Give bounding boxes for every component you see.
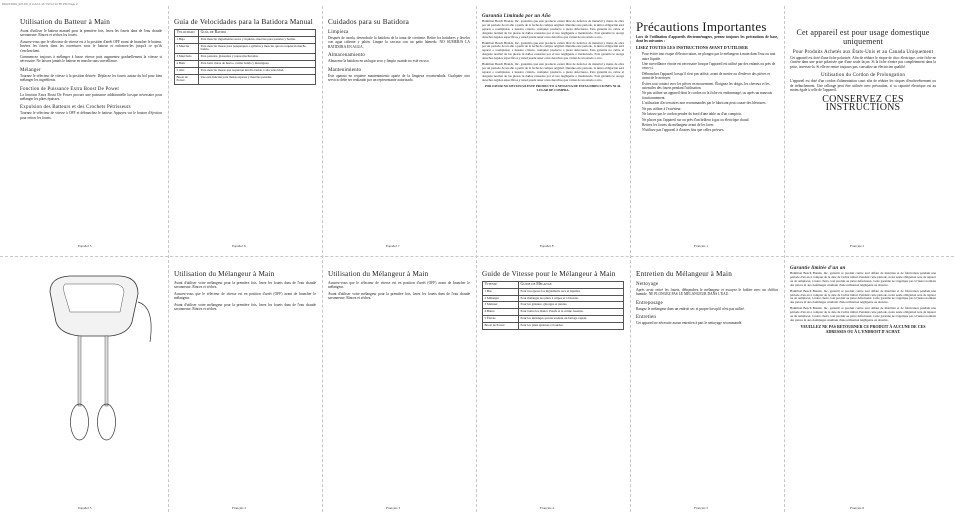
paragraph: Hamilton Beach Brands, Inc. garantit ce produit contre tout défaut de matériau et de fabrication pendant une période d'un an à compter de la date de l'achat initial. Pendant cette période, notre seule obligation sera de réparer ou de remplacer, à notre choix, tout produit ou pièce défectueux. Cette garantie ne s'applique pas à l'usure normale des pièces ni aux dommages résultant d'une utilisation négligente ou abusive. <box>790 271 936 287</box>
page-number: Français 4 <box>540 506 555 510</box>
paragraph: Assurez-vous que le sélecteur de vitesse est en position d'arrêt (OFF) avant de brancher le mélangeur. <box>328 281 470 290</box>
speed-cell: 1 Bas <box>483 288 519 295</box>
power-cord <box>138 302 151 342</box>
table-header: Guide de Mélange <box>519 282 624 289</box>
fold-line <box>476 6 477 512</box>
panel-p8 <box>482 262 624 512</box>
panel-title: Guía de Velocidades para la Batidora Manual <box>174 18 313 26</box>
speed-cell: Boost de Power <box>175 74 199 85</box>
page-number: Español 5 <box>78 244 92 248</box>
page-number: Français 2 <box>850 244 865 248</box>
list-item: • Ne placez pas l'appareil sur ou près d'un brûleur à gaz ou électrique chaud. <box>642 118 778 122</box>
speed-cell: 2 Mélanger <box>483 295 519 302</box>
speed-cell: 4 Battre <box>483 309 519 316</box>
subheading: Mantenimiento <box>328 67 362 73</box>
desc-cell: Pour mélanger les pâtes à crêpes et à biscuits. <box>519 295 624 302</box>
table-row <box>483 315 624 322</box>
page-number: Français 6 <box>850 506 865 510</box>
subheading: Fonction de Puissance Extra Boost De Power <box>20 86 120 92</box>
table-row <box>483 295 624 302</box>
desc-cell: Para pasteles, glaseados y papas machacadas. <box>199 54 316 61</box>
panel-p10 <box>790 262 936 512</box>
paragraph: Cet appareil ne nécessite aucun entretien à part le nettoyage recommandé. <box>636 321 743 326</box>
paragraph: Assurez-vous que le sélecteur de vitesse est à la position d'arrêt OFF avant de brancher le batteur. Insérez les fouets dans les ouvertures sous le batteur et enfoncez-les jusqu'à ce qu'ils s'enclenchent. <box>20 39 162 53</box>
fold-line-horizontal <box>0 256 954 257</box>
paragraph: Avant d'utiliser le batteur manuel pour la première fois, lavez les fouets dans de l'eau chaude savonneuse. Rincez et séchez les fouets. <box>20 29 162 38</box>
subheading: Mélanger <box>20 67 41 73</box>
list-item: • N'utilisez pas l'appareil à d'autres fins que celles prévues. <box>642 128 778 132</box>
list-item: • Retirez les fouets du mélangeur avant de les laver. <box>642 123 778 127</box>
paragraph: Hamilton Beach Brands, Inc. garantiza que este producto estará libre de defectos de material y mano de obra por un período de un año a partir de la fecha de compra original. Durante este período, la única obligación será reparar o reemplazar, a nuestro criterio, cualquier producto o pieza defectuosa. Esta garantía no cubre el desgaste normal de las piezas ni daños causados por el uso negligente o inadecuado. Esta garantía le otorga derechos legales específicos y usted puede tener otros derechos que varían de un estado a otro. <box>482 62 624 82</box>
table-header: Velocidad <box>175 30 199 37</box>
speed-cell: 5 Alto <box>175 67 199 74</box>
page-number: Español 5 <box>78 506 92 510</box>
beater-shaft <box>78 336 81 406</box>
panel-title: Utilisation du Batteur à Main <box>20 18 111 26</box>
return-note: VEUILLEZ NE PAS RETOURNER CE PRODUIT À AUCUNE DE CES ADRESSES OU À L'ENDROIT D'ACHAT. <box>800 323 926 334</box>
page-number: Français 3 <box>232 506 247 510</box>
desc-cell: Pour les gâteaux, glaçages et purées. <box>519 302 624 309</box>
table-row <box>175 43 316 54</box>
precautions-list <box>636 52 778 133</box>
panel-title: Garantie limitée d'un an <box>790 266 846 271</box>
beater-head <box>71 404 89 440</box>
crop-header: 840233000_EN-FR_8.indd 2-16 7/2/14 12:55 PM Page 2 <box>2 2 78 6</box>
list-item: • Évitez tout contact avec les pièces en mouvement. Éloignez les doigts, les cheveux et les ustensiles des fouets pendant l'utilisation. <box>642 82 778 91</box>
paragraph: Este aparato no requiere mantenimiento aparte de la limpieza recomendada. Cualquier otro servicio debe ser realizado por un representante autorizado. <box>328 73 470 83</box>
list-item: • Ne laissez pas le cordon pendre du bord d'une table ou d'un comptoir. <box>642 112 778 116</box>
panel-p5 <box>636 10 778 250</box>
table-row <box>175 67 316 74</box>
paragraph: Tournez le sélecteur de vitesse à OFF et débranchez le batteur. Appuyez sur le bouton d'éjection pour retirer les fouets. <box>20 111 162 120</box>
list-item: • Pour éviter tout risque d'électrocution, ne plongez pas le mélangeur à main dans l'eau ou tout autre liquide. <box>642 52 778 61</box>
subheading: Expulsion des Batteurs et des Crochets Pétrisseurs <box>20 105 131 111</box>
panel-title: Utilisation du Mélangeur à Main <box>174 270 275 278</box>
speed-cell: Boost de Power <box>483 322 519 329</box>
desc-cell: Pour battre les blancs d'œufs et la crème fouettée. <box>519 309 624 316</box>
panel-title: Utilisation du Mélangeur à Main <box>328 270 429 278</box>
paragraph: Avant d'utiliser votre mélangeur pour la première fois, lavez les fouets dans de l'eau chaude savonneuse. Rincez et séchez. <box>174 281 316 290</box>
paragraph: Hamilton Beach Brands, Inc. garantiza que este producto estará libre de defectos de material y mano de obra por un período de un año a partir de la fecha de compra original. Durante este período, la única obligación será reparar o reemplazar, a nuestro criterio, cualquier producto o pieza defectuosa. Esta garantía no cubre el desgaste normal de las piezas ni daños causados por el uso negligente o inadecuado. Esta garantía le otorga derechos legales específicos y usted puede tener otros derechos que varían de un estado a otro. <box>482 40 624 61</box>
paragraph: Hamilton Beach Brands, Inc. garantiza que este producto estará libre de defectos de material y mano de obra por un período de un año a partir de la fecha de compra original. Durante este período, la única obligación será reparar o reemplazar, a nuestro criterio, cualquier producto o pieza defectuosa. Esta garantía no cubre el desgaste normal de las piezas ni daños causados por el uso negligente o inadecuado. Esta garantía le otorga derechos legales específicos y usted puede tener otros derechos que varían de un estado a otro. <box>482 19 624 39</box>
table-row <box>483 322 624 329</box>
page-number: Français 3 <box>386 506 401 510</box>
list-item: • L'utilisation d'accessoires non recommandés par le fabricant peut causer des blessures. <box>642 101 778 105</box>
table-row <box>483 288 624 295</box>
page-number: Français 5 <box>694 506 709 510</box>
page-number: Español 6 <box>232 244 246 248</box>
subheading: Entretien <box>636 315 657 321</box>
panel-title: Guide de Vitesse pour le Mélangeur à Main <box>482 270 616 278</box>
panel-title: Entretien du Mélangeur à Main <box>636 270 733 278</box>
table-row <box>175 60 316 67</box>
fold-line <box>168 6 169 512</box>
panel-title: Cet appareil est pour usage domestique uniquement <box>796 28 930 46</box>
list-item: • Une surveillance étroite est nécessaire lorsque l'appareil est utilisé par des enfants ou près de ceux-ci. <box>642 62 778 71</box>
list-item: • Ne pas utiliser un appareil dont le cordon ou la fiche est endommagé, ou après un mauvais fonctionnement. <box>642 91 778 100</box>
speed-table <box>174 29 316 85</box>
panel-title: Précautions Importantes <box>636 19 767 34</box>
paragraph: Avant d'utiliser votre mélangeur pour la première fois, lavez les fouets dans de l'eau chaude savonneuse. Rincez et séchez. <box>328 291 470 301</box>
mixer-diagram <box>20 262 162 462</box>
speed-cell: 5 Élevée <box>483 315 519 322</box>
lead-text: Lors de l'utilisation d'appareils électroménagers, prenez toujours les précautions de base, dont les suivantes : <box>636 35 778 44</box>
paragraph: Rangez le mélangeur dans un endroit sec et propre lorsqu'il n'est pas utilisé. <box>636 306 745 311</box>
desc-cell: Pour les mélanges qui nécessitent un battage rapide. <box>519 315 624 322</box>
subheading: Pour Produits Achetés aux États-Unis et au Canada Uniquement <box>792 50 934 55</box>
list-item: • Débranchez l'appareil lorsqu'il n'est pas utilisé, avant de mettre ou d'enlever des pièces et avant de le nettoyer. <box>642 72 778 81</box>
speed-cell: 4 Batir <box>175 60 199 67</box>
closing-title: CONSERVEZ CES INSTRUCTIONS <box>822 94 904 114</box>
desc-cell: Para mezclar masas que requieran mucho batido a alta velocidad. <box>199 67 316 74</box>
speed-table <box>482 281 624 330</box>
subheading: Limpieza <box>328 30 349 35</box>
panel-p7 <box>174 262 316 512</box>
paragraph: Commencez toujours à mélanger à basse vitesse puis augmentez graduellement la vitesse si nécessaire. Ne laissez jamais le batteur en marche sans surveillance. <box>20 55 162 64</box>
subheading: Nettoyage <box>636 282 659 287</box>
table-header: Guía de Batido <box>199 30 316 37</box>
table-row <box>175 74 316 85</box>
paragraph: Hamilton Beach Brands, Inc. garantit ce produit contre tout défaut de matériau et de fabrication pendant une période d'un an à compter de la date de l'achat initial. Pendant cette période, notre seule obligation sera de réparer ou de remplacer, à notre choix, tout produit ou pièce défectueux. Cette garantie ne s'applique pas à l'usure normale des pièces ni aux dommages résultant d'une utilisation négligente ou abusive. <box>790 288 936 305</box>
paragraph: Tournez le sélecteur de vitesse à la position désirée. Déplacez les fouets autour du bol pour bien mélanger les ingrédients. <box>20 73 162 83</box>
paragraph: Après avoir retiré les fouets, débranchez le mélangeur et essuyez le boîtier avec un chiffon humide. NE PLONGEZ PAS LE MÉLANGEUR DANS L'EAU. <box>636 288 778 297</box>
desc-cell: Para mezclar masas para panqueques o galletas y mezclas que no requieran mucho batido. <box>199 43 316 54</box>
table-row <box>483 302 624 309</box>
paragraph: Hamilton Beach Brands, Inc. garantit ce produit contre tout défaut de matériau et de fabrication pendant une période d'un an à compter de la date de l'achat initial. Pendant cette période, notre seule obligation sera de réparer ou de remplacer, à notre choix, tout produit ou pièce défectueux. Cette garantie ne s'applique pas à l'usure normale des pièces ni aux dommages résultant d'une utilisation négligente ou abusive. <box>790 306 936 322</box>
fold-line <box>630 6 631 512</box>
return-note: POR FAVOR NO DEVUELVA ESTE PRODUCTO A NINGUNA DE ESTAS DIRECCIONES NI AL LUGAR DE COMPRA. <box>484 83 622 92</box>
paragraph: L'appareil est doté d'un cordon d'alimentation court afin de réduire les risques d'enchevêtrement ou de trébuchement. Une rallonge peut être utilisée avec précaution, si sa capacité électrique est au moins égale à celle de l'appareil. <box>790 79 936 93</box>
panel-p7b <box>328 262 470 512</box>
panel-p3 <box>328 10 470 250</box>
fold-line <box>322 6 323 512</box>
subheading: Entreposage <box>636 300 663 306</box>
panel-p2 <box>174 10 316 250</box>
page-number: Español 7 <box>386 244 400 248</box>
speed-cell: 2 Mezclar <box>175 43 199 54</box>
panel-p9 <box>636 262 778 512</box>
speed-cell: 3 Mezclado <box>175 54 199 61</box>
subheading: Almacenamiento <box>328 53 365 59</box>
paragraph: Después de usarla, desenchufe la batidora de la toma de corriente. Retire los batidores y lávelos con agua caliente y jabón. Limpie la carcasa con un paño húmedo. NO SUMERJA LA BATIDORA EN AGUA. <box>328 36 470 49</box>
panel-p6 <box>790 10 936 250</box>
beater-shaft <box>105 336 108 406</box>
panel-p4 <box>482 10 624 250</box>
panel-title: Garantía Limitada por un Año <box>482 14 551 19</box>
table-row <box>483 309 624 316</box>
desc-cell: Para mezclar ingredientes secos y líquidos, mezclas para pasteles y harina. <box>199 36 316 43</box>
paragraph: Cet appareil est doté d'une fiche polarisée. Afin de réduire le risque de choc électrique, cette fiche ne s'insère dans une prise polarisée que d'une seule façon. Si la fiche n'entre pas complètement dans la prise, inversez-la. Si elle ne rentre toujours pas, consultez un électricien qualifié. <box>790 56 936 69</box>
fold-line <box>784 6 785 512</box>
paragraph: La fonction Extra Boost De Power procure une puissance additionnelle lorsque nécessaire pour mélanger les pâtes épaisses. <box>20 92 162 102</box>
panel-title: Cuidados para su Batidora <box>328 18 410 26</box>
desc-cell: Pour les pâtes épaisses et lourdes. <box>519 322 624 329</box>
list-item: • Ne pas utiliser à l'extérieur. <box>642 107 778 111</box>
speed-cell: 3 Malaxer <box>483 302 519 309</box>
paragraph: Almacene la batidora en un lugar seco y limpio cuando no esté en uso. <box>328 59 430 64</box>
desc-cell: Use esta función para masas espesas y mezclas pesadas. <box>199 74 316 85</box>
paragraph: Avant d'utiliser votre mélangeur pour la première fois, lavez les fouets dans de l'eau chaude savonneuse. Rincez et séchez. <box>174 302 316 312</box>
panel-p1 <box>20 10 162 250</box>
paragraph: Assurez-vous que le sélecteur de vitesse est en position d'arrêt (OFF) avant de brancher le mélangeur. <box>174 291 316 301</box>
speed-cell: 1 Bajo <box>175 36 199 43</box>
table-row <box>175 36 316 43</box>
subheading: Utilisation du Cordon de Prolongation <box>820 73 906 79</box>
panel-mixer-diagram <box>20 262 162 512</box>
table-header: Vitesse <box>483 282 519 289</box>
page-number: Español 8 <box>540 244 554 248</box>
page-number: Français 1 <box>694 244 709 248</box>
desc-cell: Para batir claras de huevo, crema batida y merengues. <box>199 60 316 67</box>
desc-cell: Pour incorporer les ingrédients secs et liquides. <box>519 288 624 295</box>
beater-head <box>98 404 116 440</box>
table-row <box>175 54 316 61</box>
read-instructions: LISEZ TOUTES LES INSTRUCTIONS AVANT D'UTILISER <box>636 44 748 50</box>
mixer-handle <box>64 284 124 312</box>
